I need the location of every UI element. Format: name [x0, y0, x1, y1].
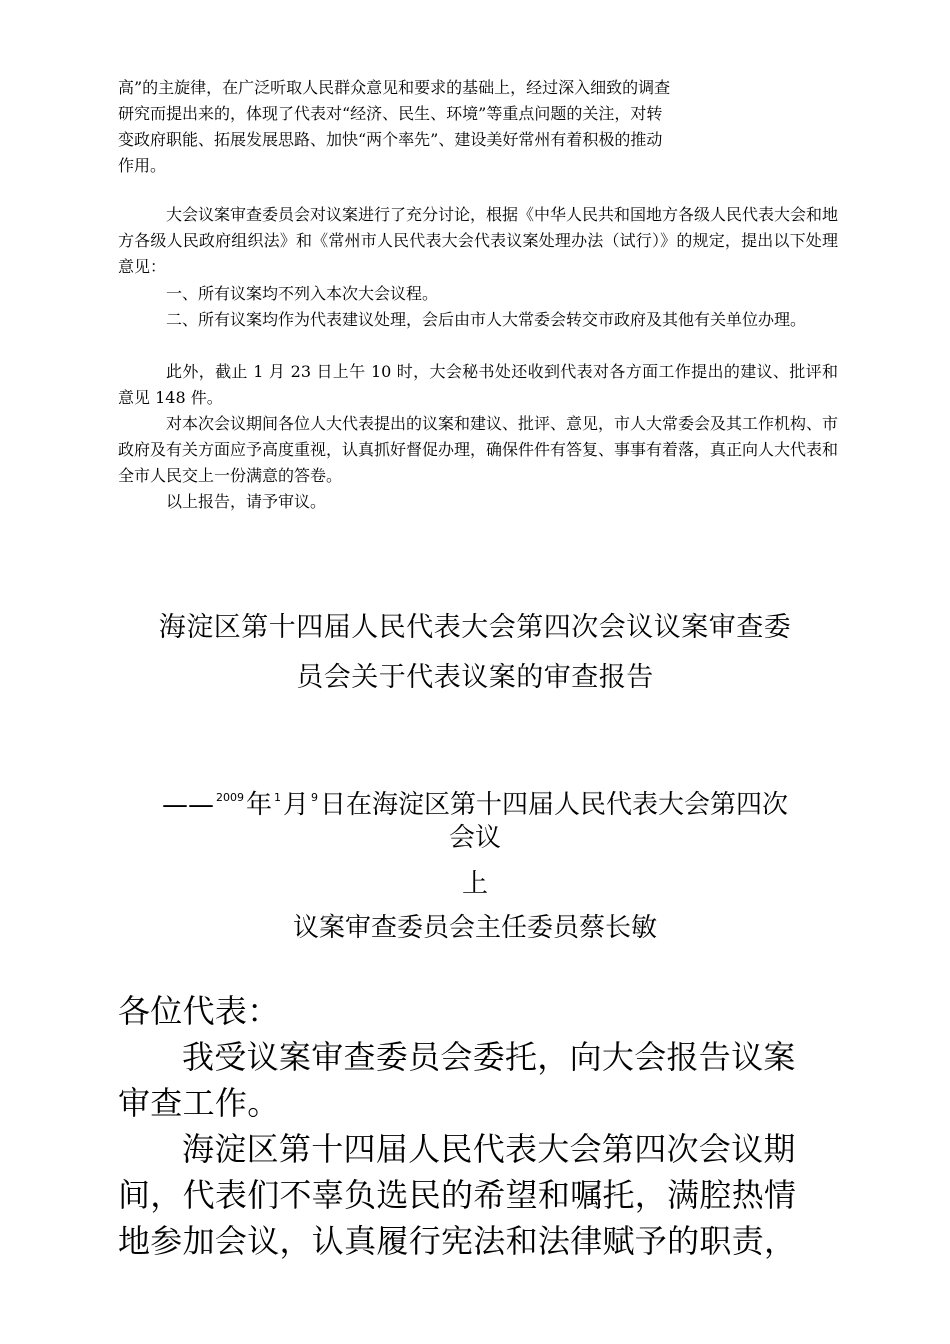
speech-para2-line1: 海淀区第十四届人民代表大会第四次会议期: [182, 1130, 796, 1168]
subtitle-rest: 日在海淀区第十四届人民代表大会第四次: [320, 790, 789, 820]
top-paragraph-line: 变政府职能、拓展发展思路、加快“两个率先”、建设美好常州有着积极的推动: [118, 130, 663, 149]
top-paragraph: [118, 75, 838, 179]
subtitle-presenter: 议案审查委员会主任委员蔡长敏: [292, 913, 657, 943]
speech-para1-line1: 我受议案审查委员会委托，向大会报告议案: [182, 1038, 796, 1076]
subtitle-line1: [100, 780, 850, 823]
report-title-line1: 海淀区第十四届人民代表大会第四次会议议案审查委: [158, 612, 792, 643]
item-one: 一、所有议案均不列入本次大会议程。: [166, 284, 439, 303]
subtitle-month-char: 月: [282, 790, 309, 820]
subtitle-year: 2009: [215, 791, 244, 804]
extra-paragraph: 此外，截止 1 月 23 日上午 10 时，大会秘书处还收到代表对各方面工作提出的建议、批评和意见 148 件。: [118, 362, 838, 407]
top-paragraph-line: 作用。: [118, 156, 167, 175]
subtitle-dash: ——: [161, 790, 214, 820]
speech-para2-line2: 间，代表们不辜负选民的希望和嘱托，满腔热情: [118, 1176, 797, 1214]
subtitle-day: 9: [311, 791, 318, 804]
attention-paragraph: 对本次会议期间各位人大代表提出的议案和建议、批评、意见，市人大常委会及其工作机构、市政府及有关方面应予高度重视，认真抓好督促办理，确保件件有答复、事事有着落，真正向人大代表和全市人民交上一份满意的答卷。: [118, 414, 839, 485]
item-two: 二、所有议案均作为代表建议处理，会后由市人大常委会转交市政府及其他有关单位办理。: [166, 310, 807, 329]
top-paragraph-line: 高”的主旋律，在广泛听取人民群众意见和要求的基础上，经过深入细致的调查: [118, 78, 671, 97]
speech-salutation: 各位代表：: [118, 992, 280, 1030]
committee-paragraph: 大会议案审查委员会对议案进行了充分讨论，根据《中华人民共和国地方各级人民代表大会和地方各级人民政府组织法》和《常州市人民代表大会代表议案处理办法（试行）》的规定，提出以下处理意见：: [118, 205, 839, 276]
top-paragraph-line: 研究而提出来的，体现了代表对“经济、民生、环境”等重点问题的关注，对转: [118, 104, 663, 123]
closing-line: 以上报告，请予审议。: [166, 492, 327, 511]
report-title-line2: 员会关于代表议案的审查报告: [296, 662, 654, 693]
subtitle-year-char: 年: [245, 790, 272, 820]
subtitle-line2: 会议: [448, 823, 501, 853]
subtitle-month: 1: [273, 791, 281, 804]
speech-para1-line2: 审查工作。: [118, 1084, 280, 1122]
subtitle-line3: 上: [461, 869, 488, 899]
speech-para2-line3: 地参加会议，认真履行宪法和法律赋予的职责，: [118, 1222, 797, 1260]
